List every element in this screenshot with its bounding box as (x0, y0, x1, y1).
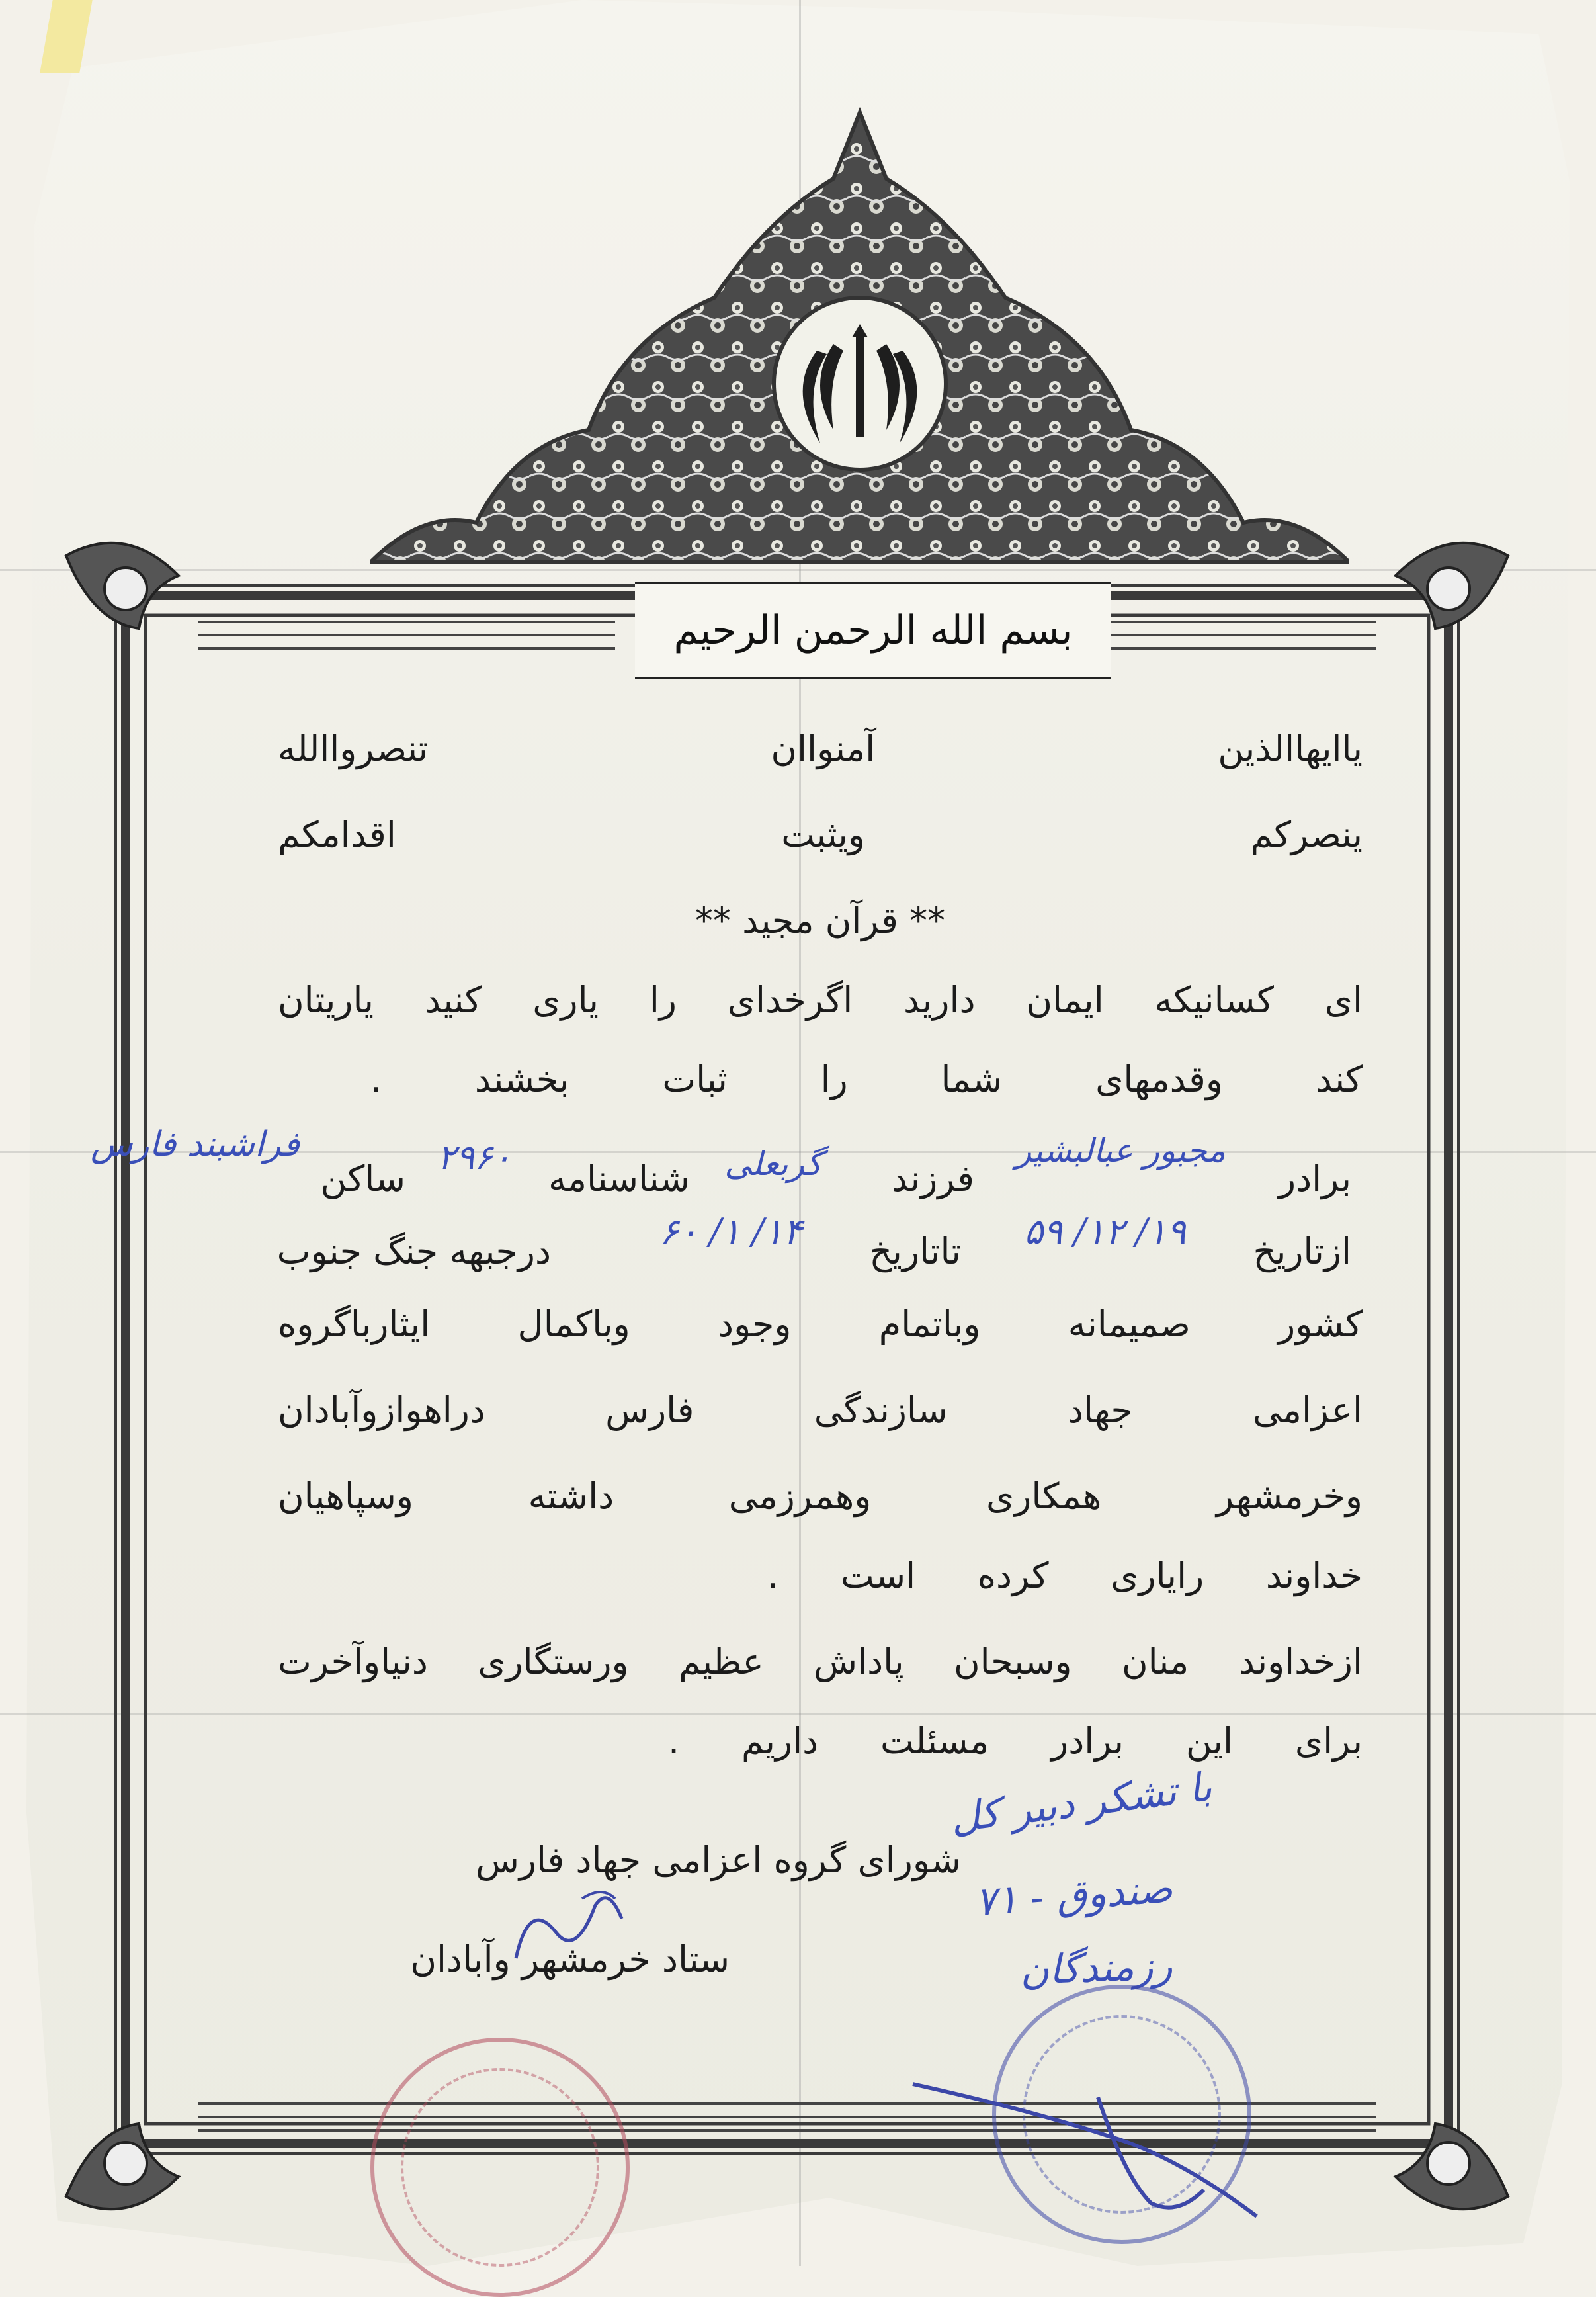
para-2-line-4: خداوند رایاری کرده است . (767, 1555, 1363, 1596)
signature-scribble-left (503, 1879, 635, 1985)
para-2-line-2: اعزامی جهاد سازندگی فارس دراهوازوآبادان (278, 1389, 1363, 1431)
form-from-label: ازتاریخ (1253, 1231, 1351, 1272)
handwritten-note-1: با تشکر دبیر کل (947, 1764, 1214, 1842)
para-1-line-1: ای کسانیکه ایمان دارید اگرخدای را یاری کنید یاریتان (278, 979, 1363, 1021)
handwritten-father: گربعلی (724, 1145, 822, 1183)
ornamental-crest (370, 99, 1349, 576)
handwritten-date-from: ۱۹/ ۱۲/ ۵۹ (1024, 1211, 1186, 1252)
para-3-line-1: ازخداوند منان وسبحان پاداش عظیم ورستگاری دنیاوآخرت (278, 1641, 1363, 1682)
para-3-line-2: برای این برادر مسئلت داریم . (668, 1720, 1363, 1762)
verse-source: ** قرآن مجید ** (694, 900, 946, 941)
hq-signature-line: ستاد خرمشهر وآبادان (410, 1938, 730, 1980)
frame-corner-bottom-right (1396, 2124, 1508, 2209)
handwritten-date-to: ۱۴/ ۱/ ۶۰ (659, 1211, 802, 1252)
form-id-label: شناسنامه (548, 1158, 690, 1199)
signature-scribble-bottom (900, 2058, 1270, 2243)
yellow-tab (40, 0, 92, 73)
handwritten-residence: فراشبند فارس (90, 1125, 300, 1164)
certificate-frame (46, 529, 1528, 2223)
verse-line-1: یاایهاالذین آمنواان تنصرواالله (278, 728, 1363, 769)
form-child-label: فرزند (891, 1158, 974, 1199)
red-round-stamp (370, 2038, 630, 2297)
frame-corner-bottom-left (66, 2124, 179, 2209)
form-resident-label: ساکن (320, 1158, 405, 1199)
para-1-line-2: کند وقدمهای شما را ثبات بخشند . (370, 1059, 1363, 1100)
form-brother-label: برادر (1279, 1158, 1351, 1199)
council-signature-line: شورای گروه اعزامی جهاد فارس (475, 1839, 961, 1881)
form-to-label: تاتاریخ (869, 1231, 961, 1272)
handwritten-id-number: ۲۹۶۰ (437, 1138, 511, 1178)
verse-line-2: ینصرکم ویثبت اقدامکم (278, 814, 1363, 855)
form-front-label: درجبهه جنگ جنوب (276, 1231, 551, 1272)
handwritten-name: مجبور عبالبشیر (1015, 1131, 1226, 1170)
para-2-line-1: کشور صمیمانه وباتمام وجود وباکمال ایثارباگروه (278, 1303, 1363, 1345)
basmala-header: بسم الله الرحمن الرحیم (635, 582, 1111, 679)
handwritten-note-3: رزمندگان (1019, 1942, 1174, 1995)
handwritten-note-2: صندوق - ۷۱ (973, 1865, 1175, 1926)
para-2-line-3: وخرمشهر همکاری وهمرزمی داشته وسپاهیان (278, 1475, 1363, 1517)
